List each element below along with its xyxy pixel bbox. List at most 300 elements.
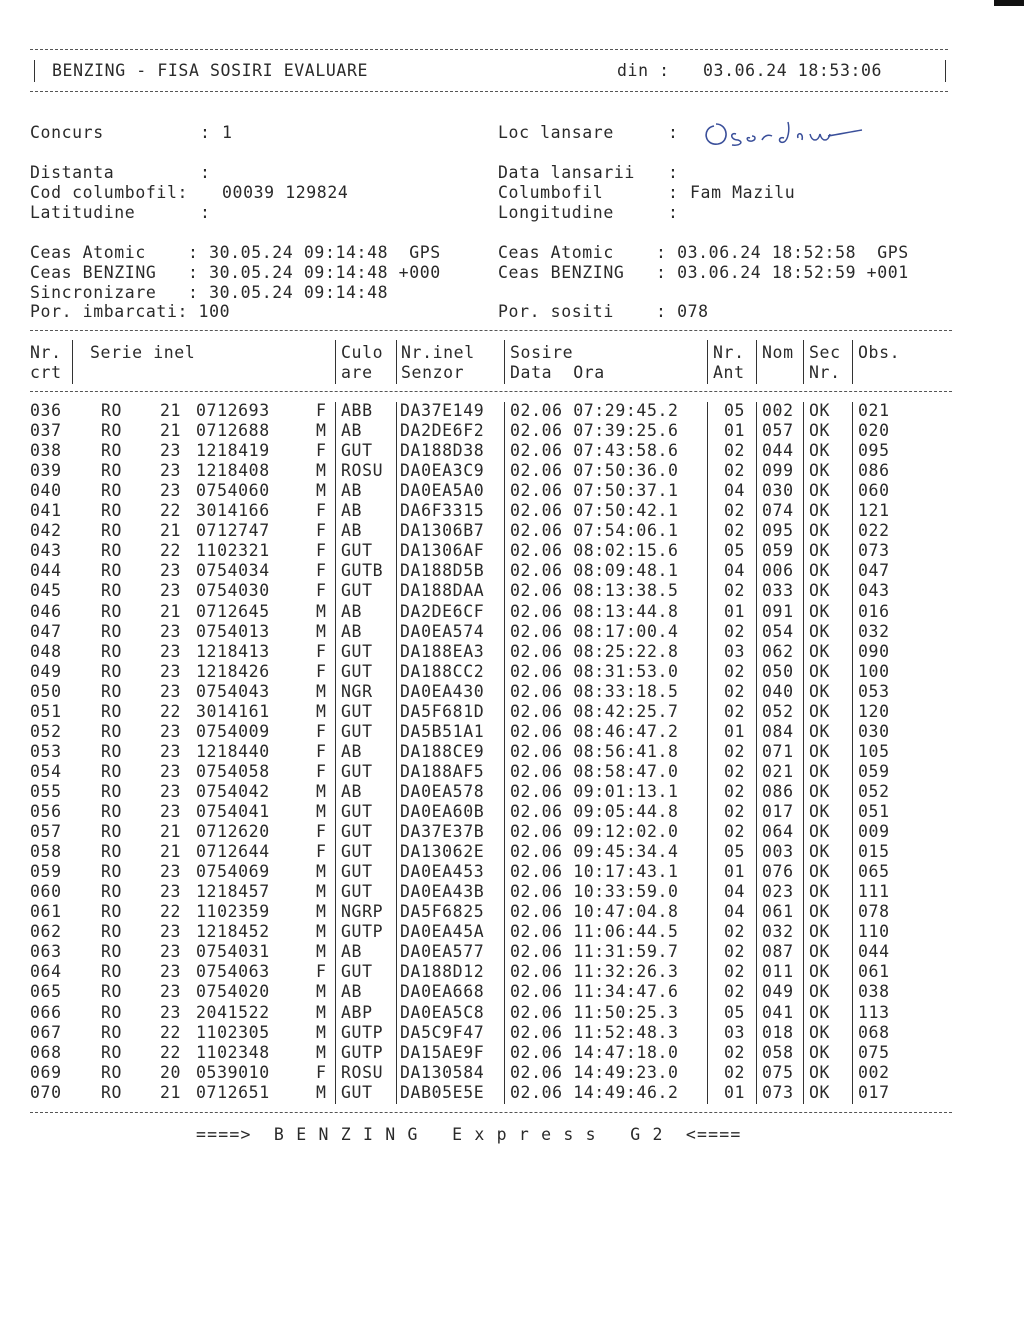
- cell-inel: 1102359: [196, 902, 270, 922]
- cell-sex: M: [316, 461, 327, 481]
- cell-sec: OK: [809, 581, 831, 601]
- footer-benzing-express: ====> B E N Z I N G E x p r e s s G 2 <====: [196, 1125, 742, 1144]
- cell-sosire: 02.06 10:47:04.8: [510, 902, 679, 922]
- cell-ant: 05: [724, 842, 746, 862]
- cell-senzor: DA0EA43B: [400, 882, 485, 902]
- cell-obs: 038: [858, 982, 890, 1002]
- cell-nom: 073: [762, 1082, 794, 1102]
- cell-tara: RO: [101, 1002, 123, 1022]
- cell-obs: 032: [858, 621, 890, 641]
- cell-ant: 02: [724, 982, 746, 1002]
- cell-sec: OK: [809, 481, 831, 501]
- cell-ant: 01: [724, 421, 746, 441]
- cell-nr: 054: [30, 761, 62, 781]
- cell-nom: 064: [762, 822, 794, 842]
- cell-an: 23: [160, 982, 182, 1002]
- cell-tara: RO: [101, 721, 123, 741]
- cell-ant: 01: [724, 1082, 746, 1102]
- cell-sec: OK: [809, 1042, 831, 1062]
- cell-sec: OK: [809, 681, 831, 701]
- cell-nr: 064: [30, 962, 62, 982]
- cell-culoare: GUT: [341, 441, 373, 461]
- print-date-label: din :: [617, 61, 670, 80]
- cell-obs: 120: [858, 701, 890, 721]
- cell-nr: 039: [30, 461, 62, 481]
- cell-culoare: ROSU: [341, 461, 384, 481]
- handwriting-icon: [700, 112, 870, 152]
- cell-inel: 0712645: [196, 601, 270, 621]
- cell-nom: 058: [762, 1042, 794, 1062]
- cell-obs: 086: [858, 461, 890, 481]
- cell-obs: 090: [858, 641, 890, 661]
- right-ceas-benzing: Ceas BENZING : 03.06.24 18:52:59 +001: [498, 263, 909, 282]
- cell-tara: RO: [101, 942, 123, 962]
- cell-sec: OK: [809, 721, 831, 741]
- cell-nr: 070: [30, 1082, 62, 1102]
- cell-sosire: 02.06 10:17:43.1: [510, 862, 679, 882]
- cell-obs: 015: [858, 842, 890, 862]
- cell-inel: 0754013: [196, 621, 270, 641]
- header-sep: [335, 340, 336, 384]
- cell-tara: RO: [101, 601, 123, 621]
- cell-an: 23: [160, 581, 182, 601]
- left-sincronizare: Sincronizare : 30.05.24 09:14:48: [30, 283, 389, 302]
- cell-tara: RO: [101, 621, 123, 641]
- cell-nr: 067: [30, 1022, 62, 1042]
- cell-ant: 02: [724, 521, 746, 541]
- cell-sosire: 02.06 14:49:23.0: [510, 1062, 679, 1082]
- cell-nr: 037: [30, 421, 62, 441]
- cell-senzor: DA5F6825: [400, 902, 485, 922]
- cell-senzor: DA188D12: [400, 962, 485, 982]
- cell-obs: 073: [858, 541, 890, 561]
- cell-obs: 020: [858, 421, 890, 441]
- cell-sex: F: [316, 581, 327, 601]
- cell-sosire: 02.06 07:50:37.1: [510, 481, 679, 501]
- cell-senzor: DA0EA453: [400, 862, 485, 882]
- cell-sex: M: [316, 802, 327, 821]
- cell-culoare: AB: [341, 421, 363, 441]
- cod-columbofil-label: Cod columbofil:: [30, 183, 189, 202]
- cell-nr: 066: [30, 1002, 62, 1022]
- cell-nom: 086: [762, 781, 794, 801]
- cell-inel: 0754058: [196, 761, 270, 781]
- cell-sec: OK: [809, 1002, 831, 1022]
- cell-sex: F: [316, 741, 327, 761]
- cell-sosire: 02.06 11:52:48.3: [510, 1022, 679, 1042]
- cell-culoare: AB: [341, 501, 363, 521]
- cell-obs: 052: [858, 781, 890, 801]
- cell-an: 23: [160, 481, 182, 501]
- cell-an: 23: [160, 781, 182, 801]
- cell-culoare: NGRP: [341, 902, 384, 922]
- cell-nr: 043: [30, 541, 62, 561]
- cell-an: 23: [160, 761, 182, 781]
- cell-tara: RO: [101, 1022, 123, 1042]
- cell-obs: 113: [858, 1002, 890, 1022]
- cell-nom: 003: [762, 842, 794, 862]
- cell-inel: 3014166: [196, 501, 270, 521]
- header-sec: Sec: [809, 343, 841, 362]
- cell-ant: 03: [724, 1022, 746, 1042]
- cell-inel: 0712688: [196, 421, 270, 441]
- cell-an: 23: [160, 802, 182, 821]
- cell-tara: RO: [101, 842, 123, 862]
- header-sep: [707, 340, 708, 384]
- cell-senzor: DA188D5B: [400, 561, 485, 581]
- cell-inel: 0754031: [196, 942, 270, 962]
- cell-an: 21: [160, 822, 182, 842]
- cell-an: 23: [160, 441, 182, 461]
- document-title: BENZING - FISA SOSIRI EVALUARE: [52, 61, 369, 80]
- header-nom: Nom: [762, 343, 794, 362]
- cell-sex: M: [316, 1002, 327, 1022]
- cell-obs: 100: [858, 661, 890, 681]
- cell-sec: OK: [809, 401, 831, 420]
- cell-sosire: 02.06 08:33:18.5: [510, 681, 679, 701]
- cell-culoare: ROSU: [341, 1062, 384, 1082]
- cell-an: 21: [160, 842, 182, 862]
- cell-nr: 058: [30, 842, 62, 862]
- cell-nom: 044: [762, 441, 794, 461]
- cell-ant: 02: [724, 1062, 746, 1082]
- cell-nr: 060: [30, 882, 62, 902]
- cell-an: 23: [160, 862, 182, 882]
- cell-sex: M: [316, 481, 327, 501]
- title-border-left: [34, 60, 35, 82]
- body-sep: [504, 402, 505, 1104]
- cell-sosire: 02.06 08:25:22.8: [510, 641, 679, 661]
- cell-tara: RO: [101, 1082, 123, 1102]
- cell-nom: 023: [762, 882, 794, 902]
- cell-senzor: DA188EA3: [400, 641, 485, 661]
- cell-sosire: 02.06 07:50:36.0: [510, 461, 679, 481]
- header-nrinel: Nr.inel: [401, 343, 475, 362]
- concurs-value: 1: [222, 123, 233, 142]
- cell-ant: 01: [724, 862, 746, 882]
- cell-sex: F: [316, 962, 327, 982]
- cell-sosire: 02.06 08:13:38.5: [510, 581, 679, 601]
- cell-sec: OK: [809, 902, 831, 922]
- cell-senzor: DA0EA45A: [400, 922, 485, 942]
- cell-sec: OK: [809, 501, 831, 521]
- cell-sec: OK: [809, 822, 831, 842]
- cell-tara: RO: [101, 401, 123, 420]
- cell-sosire: 02.06 11:50:25.3: [510, 1002, 679, 1022]
- cell-nr: 056: [30, 802, 62, 821]
- cell-an: 23: [160, 741, 182, 761]
- header-sep: [756, 340, 757, 384]
- cell-nom: 076: [762, 862, 794, 882]
- cell-culoare: GUT: [341, 962, 373, 982]
- cell-nr: 069: [30, 1062, 62, 1082]
- cell-an: 23: [160, 942, 182, 962]
- cell-sosire: 02.06 11:32:26.3: [510, 962, 679, 982]
- header-data-ora: Data Ora: [510, 363, 605, 382]
- cell-senzor: DA0EA668: [400, 982, 485, 1002]
- cell-senzor: DA130584: [400, 1062, 485, 1082]
- cell-obs: 095: [858, 441, 890, 461]
- cell-obs: 065: [858, 862, 890, 882]
- cell-sosire: 02.06 11:34:47.6: [510, 982, 679, 1002]
- cell-tara: RO: [101, 741, 123, 761]
- cell-tara: RO: [101, 802, 123, 821]
- cell-an: 21: [160, 421, 182, 441]
- cell-inel: 1102348: [196, 1042, 270, 1062]
- header-sep: [504, 340, 505, 384]
- cell-tara: RO: [101, 421, 123, 441]
- cell-nom: 062: [762, 641, 794, 661]
- cell-an: 23: [160, 721, 182, 741]
- cell-sex: M: [316, 1082, 327, 1102]
- cell-ant: 02: [724, 661, 746, 681]
- cell-tara: RO: [101, 681, 123, 701]
- cell-inel: 0754063: [196, 962, 270, 982]
- cell-sex: M: [316, 1022, 327, 1042]
- cell-obs: 105: [858, 741, 890, 761]
- cell-sosire: 02.06 08:46:47.2: [510, 721, 679, 741]
- cell-ant: 02: [724, 701, 746, 721]
- cell-ant: 05: [724, 401, 746, 420]
- cell-ant: 01: [724, 601, 746, 621]
- cell-nom: 095: [762, 521, 794, 541]
- cell-nr: 048: [30, 641, 62, 661]
- cell-nom: 050: [762, 661, 794, 681]
- cell-ant: 03: [724, 641, 746, 661]
- cell-sec: OK: [809, 421, 831, 441]
- cell-inel: 0754042: [196, 781, 270, 801]
- header-ant: Ant: [713, 363, 745, 382]
- cell-sosire: 02.06 09:01:13.1: [510, 781, 679, 801]
- cell-culoare: AB: [341, 741, 363, 761]
- cell-senzor: DA2DE6F2: [400, 421, 485, 441]
- cell-senzor: DA188CE9: [400, 741, 485, 761]
- header-obs: Obs.: [858, 343, 901, 362]
- cell-tara: RO: [101, 641, 123, 661]
- cell-senzor: DA0EA578: [400, 781, 485, 801]
- cell-sex: F: [316, 761, 327, 781]
- title-border-top: [30, 49, 948, 50]
- cell-sosire: 02.06 09:45:34.4: [510, 842, 679, 862]
- cell-sex: F: [316, 401, 327, 420]
- cell-sex: M: [316, 922, 327, 942]
- cell-nom: 032: [762, 922, 794, 942]
- cell-sec: OK: [809, 521, 831, 541]
- longitudine-label: Longitudine: [498, 203, 614, 222]
- cell-obs: 022: [858, 521, 890, 541]
- cell-ant: 02: [724, 922, 746, 942]
- cell-ant: 05: [724, 1002, 746, 1022]
- cell-nr: 051: [30, 701, 62, 721]
- cell-sec: OK: [809, 761, 831, 781]
- cell-inel: 2041522: [196, 1002, 270, 1022]
- cell-sec: OK: [809, 701, 831, 721]
- cell-inel: 0754043: [196, 681, 270, 701]
- cell-sec: OK: [809, 882, 831, 902]
- cell-ant: 02: [724, 942, 746, 962]
- cell-culoare: GUT: [341, 701, 373, 721]
- cell-obs: 111: [858, 882, 890, 902]
- cell-sosire: 02.06 08:42:25.7: [510, 701, 679, 721]
- cell-sex: M: [316, 681, 327, 701]
- cell-nr: 049: [30, 661, 62, 681]
- cell-sec: OK: [809, 781, 831, 801]
- cell-inel: 0712620: [196, 822, 270, 842]
- cell-nom: 074: [762, 501, 794, 521]
- cell-obs: 016: [858, 601, 890, 621]
- cell-sex: M: [316, 701, 327, 721]
- cell-senzor: DA6F3315: [400, 501, 485, 521]
- cell-an: 23: [160, 1002, 182, 1022]
- cell-ant: 02: [724, 501, 746, 521]
- cell-sex: M: [316, 862, 327, 882]
- cell-sec: OK: [809, 461, 831, 481]
- table-bottom-border: [30, 1112, 952, 1113]
- cell-nr: 045: [30, 581, 62, 601]
- cell-ant: 02: [724, 621, 746, 641]
- scan-corner-mark: [994, 0, 1024, 6]
- cell-an: 22: [160, 1042, 182, 1062]
- title-border-right: [945, 60, 946, 82]
- cell-sosire: 02.06 08:09:48.1: [510, 561, 679, 581]
- cell-senzor: DA1306B7: [400, 521, 485, 541]
- cell-inel: 1218426: [196, 661, 270, 681]
- cell-nr: 059: [30, 862, 62, 882]
- cell-culoare: NGR: [341, 681, 373, 701]
- cell-sosire: 02.06 07:29:45.2: [510, 401, 679, 420]
- cell-tara: RO: [101, 761, 123, 781]
- cell-culoare: GUT: [341, 1082, 373, 1102]
- cell-sec: OK: [809, 661, 831, 681]
- table-header-top-border: [30, 330, 952, 331]
- cell-an: 23: [160, 962, 182, 982]
- columbofil-label: Columbofil: [498, 183, 604, 202]
- cell-senzor: DA188DAA: [400, 581, 485, 601]
- cell-sex: M: [316, 882, 327, 902]
- cell-culoare: ABB: [341, 401, 373, 420]
- cell-ant: 02: [724, 802, 746, 821]
- cell-sosire: 02.06 07:39:25.6: [510, 421, 679, 441]
- cell-nom: 017: [762, 802, 794, 821]
- distanta-label: Distanta: [30, 163, 115, 182]
- cell-sosire: 02.06 08:17:00.4: [510, 621, 679, 641]
- cell-tara: RO: [101, 862, 123, 882]
- cell-inel: 0712693: [196, 401, 270, 420]
- cell-tara: RO: [101, 1042, 123, 1062]
- cell-nr: 055: [30, 781, 62, 801]
- cell-ant: 04: [724, 902, 746, 922]
- cell-tara: RO: [101, 902, 123, 922]
- cell-obs: 051: [858, 802, 890, 821]
- cell-obs: 075: [858, 1042, 890, 1062]
- left-por-imbarcati: Por. imbarcati: 100: [30, 302, 231, 321]
- data-lansarii-label: Data lansarii: [498, 163, 635, 182]
- cell-culoare: GUT: [341, 641, 373, 661]
- cell-nom: 030: [762, 481, 794, 501]
- cod-columbofil-value: 00039 129824: [222, 183, 349, 202]
- cell-culoare: GUTP: [341, 1022, 384, 1042]
- cell-culoare: GUTB: [341, 561, 384, 581]
- cell-culoare: AB: [341, 601, 363, 621]
- cell-sex: F: [316, 1062, 327, 1082]
- cell-sec: OK: [809, 802, 831, 821]
- cell-senzor: DA37E149: [400, 401, 485, 420]
- cell-sec: OK: [809, 741, 831, 761]
- cell-sosire: 02.06 09:05:44.8: [510, 802, 679, 821]
- cell-culoare: ABP: [341, 1002, 373, 1022]
- cell-nom: 054: [762, 621, 794, 641]
- cell-ant: 04: [724, 481, 746, 501]
- cell-obs: 068: [858, 1022, 890, 1042]
- cell-culoare: AB: [341, 781, 363, 801]
- cell-sex: F: [316, 441, 327, 461]
- cell-inel: 1102321: [196, 541, 270, 561]
- cell-nom: 087: [762, 942, 794, 962]
- cell-nom: 059: [762, 541, 794, 561]
- cell-tara: RO: [101, 561, 123, 581]
- cell-sex: M: [316, 601, 327, 621]
- latitudine-label: Latitudine: [30, 203, 136, 222]
- cell-nr: 038: [30, 441, 62, 461]
- cell-senzor: DA188CC2: [400, 661, 485, 681]
- cell-culoare: AB: [341, 621, 363, 641]
- cell-an: 22: [160, 1022, 182, 1042]
- cell-senzor: DA2DE6CF: [400, 601, 485, 621]
- cell-culoare: GUT: [341, 862, 373, 882]
- cell-nr: 046: [30, 601, 62, 621]
- cell-ant: 02: [724, 962, 746, 982]
- cell-sec: OK: [809, 962, 831, 982]
- print-date-value: 03.06.24 18:53:06: [703, 61, 883, 80]
- cell-culoare: AB: [341, 982, 363, 1002]
- cell-obs: 047: [858, 561, 890, 581]
- cell-sosire: 02.06 11:06:44.5: [510, 922, 679, 942]
- cell-culoare: GUT: [341, 761, 373, 781]
- cell-culoare: GUT: [341, 721, 373, 741]
- cell-tara: RO: [101, 461, 123, 481]
- cell-nr: 044: [30, 561, 62, 581]
- right-por-sositi: Por. sositi : 078: [498, 302, 709, 321]
- loc-lansare-handwritten: [700, 112, 870, 152]
- cell-nr: 052: [30, 721, 62, 741]
- cell-nr: 061: [30, 902, 62, 922]
- cell-inel: 0712644: [196, 842, 270, 862]
- header-serie-inel: Serie inel: [90, 343, 196, 362]
- header-sep: [803, 340, 804, 384]
- cell-an: 23: [160, 641, 182, 661]
- cell-nr: 068: [30, 1042, 62, 1062]
- cell-nom: 041: [762, 1002, 794, 1022]
- header-sosire: Sosire: [510, 343, 574, 362]
- cell-senzor: DA15AE9F: [400, 1042, 485, 1062]
- cell-nom: 071: [762, 741, 794, 761]
- cell-an: 23: [160, 461, 182, 481]
- cell-sec: OK: [809, 441, 831, 461]
- cell-obs: 121: [858, 501, 890, 521]
- cell-inel: 0539010: [196, 1062, 270, 1082]
- right-ceas-atomic: Ceas Atomic : 03.06.24 18:52:58 GPS: [498, 243, 909, 262]
- cell-obs: 002: [858, 1062, 890, 1082]
- cell-nr: 053: [30, 741, 62, 761]
- cell-ant: 02: [724, 1042, 746, 1062]
- cell-inel: 0754041: [196, 802, 270, 821]
- cell-nom: 061: [762, 902, 794, 922]
- cell-nom: 091: [762, 601, 794, 621]
- cell-sex: F: [316, 541, 327, 561]
- cell-an: 22: [160, 541, 182, 561]
- cell-inel: 3014161: [196, 701, 270, 721]
- cell-sec: OK: [809, 982, 831, 1002]
